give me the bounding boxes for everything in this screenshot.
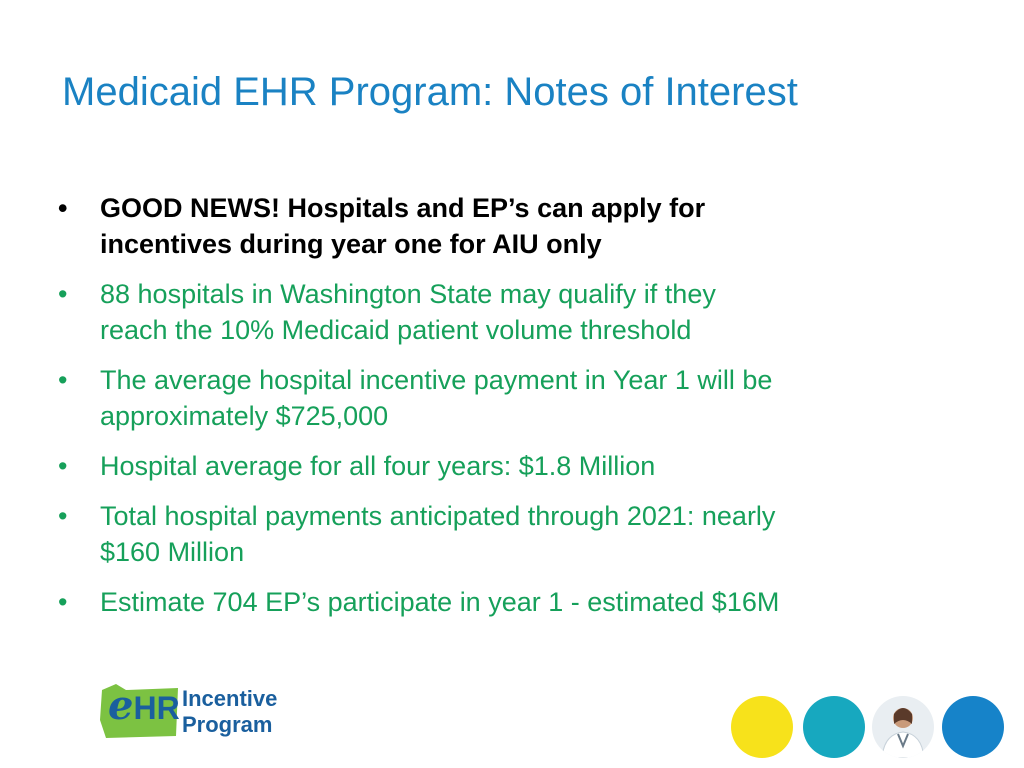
- bullet-text-line: Total hospital payments anticipated through 2021: nearly: [100, 501, 776, 531]
- bullet-good-news: [58, 190, 978, 262]
- bullet-average-payment: [58, 362, 978, 434]
- blue-circle: [942, 696, 1004, 758]
- bullet-text-line: The average hospital incentive payment in Year 1 will be: [100, 365, 773, 395]
- bullet-dot: •: [58, 279, 68, 309]
- slide-title: Medicaid EHR Program: Notes of Interest: [62, 70, 798, 114]
- doctor-photo-circle: [872, 696, 934, 758]
- logo-word-program: Program: [182, 712, 273, 737]
- bullet-list: [58, 190, 978, 634]
- doctor-icon: [872, 696, 934, 758]
- bullet-text-line: Hospital average for all four years: $1.8 Million: [100, 451, 656, 481]
- logo-wordmark: [182, 686, 277, 738]
- bullet-text-line: approximately $725,000: [100, 401, 389, 431]
- ehr-incentive-program-logo: [96, 680, 286, 748]
- bullet-dot: •: [58, 587, 68, 617]
- bullet-ep-estimate: [58, 584, 978, 620]
- bullet-text-line: Estimate 704 EP’s participate in year 1 - estimated $16M: [100, 587, 780, 617]
- logo-word-incentive: Incentive: [182, 686, 278, 711]
- bullet-dot: •: [58, 451, 68, 481]
- bullet-text-line: 88 hospitals in Washington State may qualify if they: [100, 279, 716, 309]
- bullet-total-payments: [58, 498, 978, 570]
- yellow-circle: [731, 696, 793, 758]
- ehr-mark-hr: HR: [133, 690, 180, 726]
- bullet-hospitals-qualify: [58, 276, 978, 348]
- teal-circle: [803, 696, 865, 758]
- bullet-dot: •: [58, 193, 68, 223]
- bullet-text-line: GOOD NEWS! Hospitals and EP’s can apply for: [100, 193, 706, 223]
- bullet-text-line: incentives during year one for AIU only: [100, 229, 602, 259]
- bullet-dot: •: [58, 365, 68, 395]
- bullet-text-line: reach the 10% Medicaid patient volume threshold: [100, 315, 692, 345]
- ehr-mark: [108, 682, 180, 729]
- ehr-mark-e: e: [108, 682, 134, 729]
- bullet-text-line: $160 Million: [100, 537, 245, 567]
- bullet-dot: •: [58, 501, 68, 531]
- bullet-four-year-average: [58, 448, 978, 484]
